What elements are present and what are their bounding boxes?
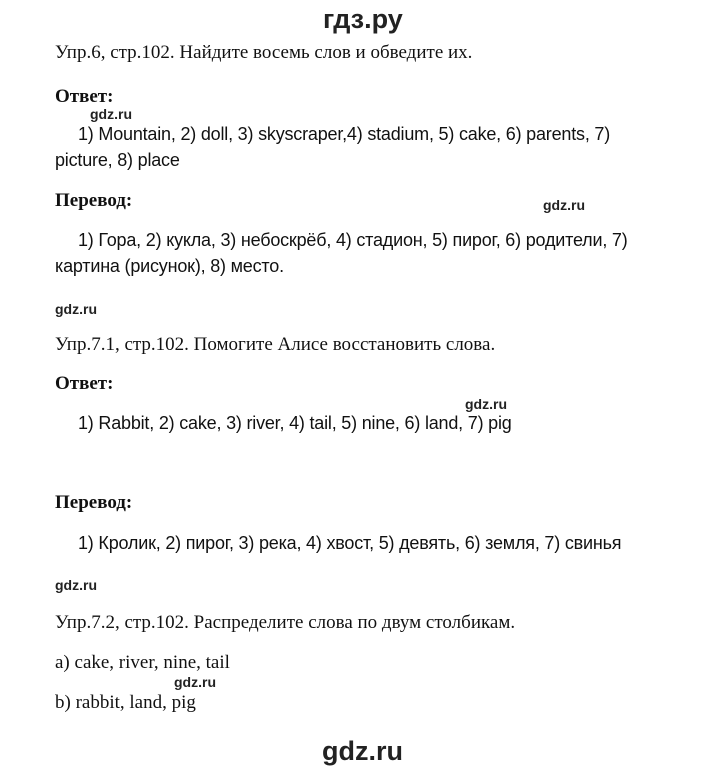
site-title: гдз.ру (323, 4, 403, 34)
translation-line-ex6-2: картина (рисунок), 8) место. (55, 256, 284, 276)
footer-site-title: gdz.ru (322, 736, 403, 766)
answer-line-ex71: 1) Rabbit, 2) cake, 3) river, 4) tail, 5) nine, 6) land, 7) pig (78, 413, 512, 433)
list-line-b: b) rabbit, land, pig (55, 692, 196, 713)
answer-label-ex6: Ответ: (55, 86, 114, 107)
watermark: gdz.ru (90, 106, 132, 122)
watermark: gdz.ru (55, 301, 97, 317)
translation-line-ex71: 1) Кролик, 2) пирог, 3) река, 4) хвост, 5) девять, 6) земля, 7) свинья (78, 533, 622, 553)
answer-label-ex71: Ответ: (55, 373, 114, 394)
watermark: gdz.ru (543, 197, 585, 213)
list-line-a: a) cake, river, nine, tail (55, 652, 230, 673)
task-ex6: Упр.6, стр.102. Найдите восемь слов и обведите их. (55, 42, 473, 63)
watermark: gdz.ru (465, 396, 507, 412)
task-ex71: Упр.7.1, стр.102. Помогите Алисе восстановить слова. (55, 334, 496, 355)
watermark: gdz.ru (55, 577, 97, 593)
translation-line-ex6-1: 1) Гора, 2) кукла, 3) небоскрёб, 4) стадион, 5) пирог, 6) родители, 7) (78, 230, 628, 250)
answer-line-ex6-1: 1) Mountain, 2) doll, 3) skyscraper,4) stadium, 5) cake, 6) parents, 7) (78, 124, 611, 144)
answer-line-ex6-2: picture, 8) place (55, 150, 180, 170)
translation-label-ex6: Перевод: (55, 190, 133, 211)
task-ex72: Упр.7.2, стр.102. Распределите слова по двум столбикам. (55, 612, 516, 633)
translation-label-ex71: Перевод: (55, 492, 133, 513)
watermark: gdz.ru (174, 674, 216, 690)
